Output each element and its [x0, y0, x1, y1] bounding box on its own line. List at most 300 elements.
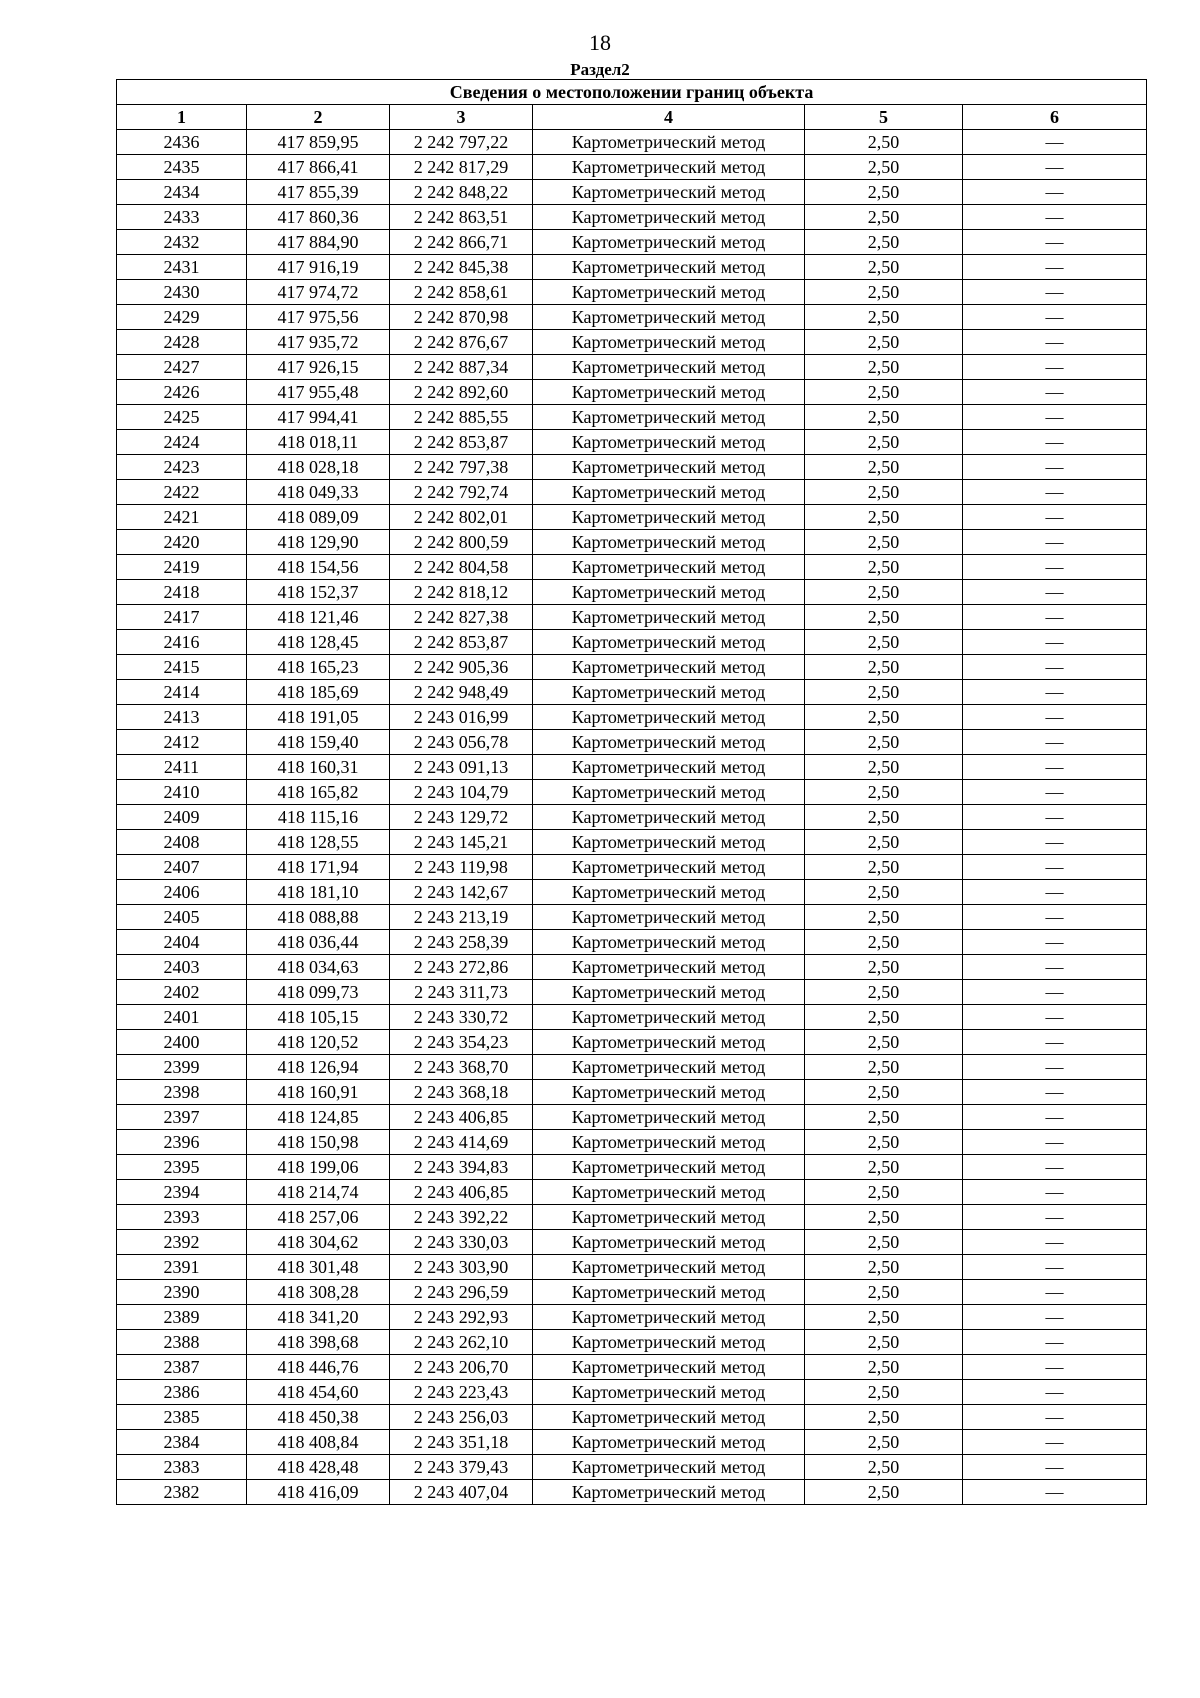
- accuracy-cell: 2,50: [805, 1455, 963, 1480]
- accuracy-cell: 2,50: [805, 455, 963, 480]
- description-cell: —: [963, 1155, 1147, 1180]
- description-cell: —: [963, 905, 1147, 930]
- method-cell: Картометрический метод: [533, 1030, 805, 1055]
- x-coordinate-cell: 418 128,55: [247, 830, 390, 855]
- point-number-cell: 2387: [117, 1355, 247, 1380]
- y-coordinate-cell: 2 242 885,55: [390, 405, 533, 430]
- description-cell: —: [963, 1055, 1147, 1080]
- method-cell: Картометрический метод: [533, 980, 805, 1005]
- y-coordinate-cell: 2 243 091,13: [390, 755, 533, 780]
- y-coordinate-cell: 2 242 800,59: [390, 530, 533, 555]
- accuracy-cell: 2,50: [805, 1105, 963, 1130]
- y-coordinate-cell: 2 242 818,12: [390, 580, 533, 605]
- table-row: [117, 405, 1147, 430]
- y-coordinate-cell: 2 243 256,03: [390, 1405, 533, 1430]
- table-caption-row: [117, 80, 1147, 105]
- method-cell: Картометрический метод: [533, 1105, 805, 1130]
- point-number-cell: 2395: [117, 1155, 247, 1180]
- x-coordinate-cell: 418 454,60: [247, 1380, 390, 1405]
- accuracy-cell: 2,50: [805, 305, 963, 330]
- table-row: [117, 1480, 1147, 1505]
- method-cell: Картометрический метод: [533, 1455, 805, 1480]
- point-number-cell: 2386: [117, 1380, 247, 1405]
- accuracy-cell: 2,50: [805, 880, 963, 905]
- y-coordinate-cell: 2 243 354,23: [390, 1030, 533, 1055]
- section-title: Раздел2: [570, 60, 630, 79]
- method-cell: Картометрический метод: [533, 680, 805, 705]
- accuracy-cell: 2,50: [805, 1430, 963, 1455]
- point-number-cell: 2399: [117, 1055, 247, 1080]
- table-row: [117, 905, 1147, 930]
- accuracy-cell: 2,50: [805, 505, 963, 530]
- description-cell: —: [963, 880, 1147, 905]
- description-cell: —: [963, 955, 1147, 980]
- y-coordinate-cell: 2 243 129,72: [390, 805, 533, 830]
- x-coordinate-cell: 417 859,95: [247, 130, 390, 155]
- method-cell: Картометрический метод: [533, 1480, 805, 1505]
- description-cell: —: [963, 405, 1147, 430]
- accuracy-cell: 2,50: [805, 830, 963, 855]
- method-cell: Картометрический метод: [533, 455, 805, 480]
- description-cell: —: [963, 730, 1147, 755]
- description-cell: —: [963, 1280, 1147, 1305]
- method-cell: Картометрический метод: [533, 905, 805, 930]
- table-row: [117, 1430, 1147, 1455]
- table-row: [117, 1005, 1147, 1030]
- description-cell: —: [963, 130, 1147, 155]
- accuracy-cell: 2,50: [805, 630, 963, 655]
- point-number-cell: 2408: [117, 830, 247, 855]
- x-coordinate-cell: 418 159,40: [247, 730, 390, 755]
- accuracy-cell: 2,50: [805, 855, 963, 880]
- point-number-cell: 2398: [117, 1080, 247, 1105]
- table-row: [117, 1130, 1147, 1155]
- point-number-cell: 2429: [117, 305, 247, 330]
- x-coordinate-cell: 418 034,63: [247, 955, 390, 980]
- y-coordinate-cell: 2 243 206,70: [390, 1355, 533, 1380]
- x-coordinate-cell: 417 975,56: [247, 305, 390, 330]
- y-coordinate-cell: 2 243 119,98: [390, 855, 533, 880]
- point-number-cell: 2432: [117, 230, 247, 255]
- accuracy-cell: 2,50: [805, 1230, 963, 1255]
- y-coordinate-cell: 2 243 414,69: [390, 1130, 533, 1155]
- point-number-cell: 2416: [117, 630, 247, 655]
- table-row: [117, 355, 1147, 380]
- description-cell: —: [963, 455, 1147, 480]
- column-header: 5: [805, 105, 963, 130]
- table-row: [117, 855, 1147, 880]
- accuracy-cell: 2,50: [805, 405, 963, 430]
- x-coordinate-cell: 417 916,19: [247, 255, 390, 280]
- method-cell: Картометрический метод: [533, 1005, 805, 1030]
- accuracy-cell: 2,50: [805, 905, 963, 930]
- description-cell: —: [963, 1455, 1147, 1480]
- y-coordinate-cell: 2 243 392,22: [390, 1205, 533, 1230]
- x-coordinate-cell: 418 301,48: [247, 1255, 390, 1280]
- x-coordinate-cell: 417 866,41: [247, 155, 390, 180]
- table-row: [117, 955, 1147, 980]
- description-cell: —: [963, 780, 1147, 805]
- point-number-cell: 2419: [117, 555, 247, 580]
- accuracy-cell: 2,50: [805, 980, 963, 1005]
- x-coordinate-cell: 417 855,39: [247, 180, 390, 205]
- method-cell: Картометрический метод: [533, 1355, 805, 1380]
- method-cell: Картометрический метод: [533, 705, 805, 730]
- method-cell: Картометрический метод: [533, 230, 805, 255]
- y-coordinate-cell: 2 243 406,85: [390, 1105, 533, 1130]
- method-cell: Картометрический метод: [533, 1180, 805, 1205]
- table-row: [117, 1280, 1147, 1305]
- x-coordinate-cell: 418 181,10: [247, 880, 390, 905]
- y-coordinate-cell: 2 243 145,21: [390, 830, 533, 855]
- point-number-cell: 2384: [117, 1430, 247, 1455]
- point-number-cell: 2421: [117, 505, 247, 530]
- description-cell: —: [963, 280, 1147, 305]
- y-coordinate-cell: 2 243 016,99: [390, 705, 533, 730]
- table-row: [117, 305, 1147, 330]
- point-number-cell: 2389: [117, 1305, 247, 1330]
- method-cell: Картометрический метод: [533, 355, 805, 380]
- x-coordinate-cell: 418 341,20: [247, 1305, 390, 1330]
- x-coordinate-cell: 418 089,09: [247, 505, 390, 530]
- method-cell: Картометрический метод: [533, 630, 805, 655]
- method-cell: Картометрический метод: [533, 555, 805, 580]
- description-cell: —: [963, 555, 1147, 580]
- x-coordinate-cell: 418 124,85: [247, 1105, 390, 1130]
- accuracy-cell: 2,50: [805, 680, 963, 705]
- description-cell: —: [963, 1205, 1147, 1230]
- description-cell: —: [963, 1255, 1147, 1280]
- description-cell: —: [963, 1230, 1147, 1255]
- accuracy-cell: 2,50: [805, 230, 963, 255]
- description-cell: —: [963, 855, 1147, 880]
- accuracy-cell: 2,50: [805, 180, 963, 205]
- table-row: [117, 230, 1147, 255]
- description-cell: —: [963, 530, 1147, 555]
- y-coordinate-cell: 2 243 104,79: [390, 780, 533, 805]
- accuracy-cell: 2,50: [805, 380, 963, 405]
- point-number-cell: 2425: [117, 405, 247, 430]
- accuracy-cell: 2,50: [805, 1155, 963, 1180]
- description-cell: —: [963, 830, 1147, 855]
- description-cell: —: [963, 180, 1147, 205]
- y-coordinate-cell: 2 243 379,43: [390, 1455, 533, 1480]
- y-coordinate-cell: 2 242 802,01: [390, 505, 533, 530]
- method-cell: Картометрический метод: [533, 205, 805, 230]
- table-row: [117, 180, 1147, 205]
- description-cell: —: [963, 1330, 1147, 1355]
- description-cell: —: [963, 805, 1147, 830]
- y-coordinate-cell: 2 243 296,59: [390, 1280, 533, 1305]
- y-coordinate-cell: 2 243 262,10: [390, 1330, 533, 1355]
- y-coordinate-cell: 2 243 292,93: [390, 1305, 533, 1330]
- x-coordinate-cell: 418 018,11: [247, 430, 390, 455]
- description-cell: —: [963, 930, 1147, 955]
- x-coordinate-cell: 418 126,94: [247, 1055, 390, 1080]
- point-number-cell: 2412: [117, 730, 247, 755]
- x-coordinate-cell: 418 088,88: [247, 905, 390, 930]
- y-coordinate-cell: 2 242 876,67: [390, 330, 533, 355]
- page-number: 18: [589, 30, 611, 55]
- method-cell: Картометрический метод: [533, 1055, 805, 1080]
- column-header: 2: [247, 105, 390, 130]
- x-coordinate-cell: 417 926,15: [247, 355, 390, 380]
- method-cell: Картометрический метод: [533, 655, 805, 680]
- method-cell: Картометрический метод: [533, 280, 805, 305]
- y-coordinate-cell: 2 242 797,22: [390, 130, 533, 155]
- x-coordinate-cell: 417 994,41: [247, 405, 390, 430]
- description-cell: —: [963, 680, 1147, 705]
- method-cell: Картометрический метод: [533, 1080, 805, 1105]
- x-coordinate-cell: 418 185,69: [247, 680, 390, 705]
- method-cell: Картометрический метод: [533, 1330, 805, 1355]
- point-number-cell: 2396: [117, 1130, 247, 1155]
- point-number-cell: 2406: [117, 880, 247, 905]
- description-cell: —: [963, 1480, 1147, 1505]
- description-cell: —: [963, 580, 1147, 605]
- x-coordinate-cell: 418 416,09: [247, 1480, 390, 1505]
- table-row: [117, 380, 1147, 405]
- point-number-cell: 2385: [117, 1405, 247, 1430]
- x-coordinate-cell: 418 049,33: [247, 480, 390, 505]
- accuracy-cell: 2,50: [805, 555, 963, 580]
- point-number-cell: 2414: [117, 680, 247, 705]
- point-number-cell: 2424: [117, 430, 247, 455]
- method-cell: Картометрический метод: [533, 1155, 805, 1180]
- x-coordinate-cell: 418 152,37: [247, 580, 390, 605]
- x-coordinate-cell: 418 398,68: [247, 1330, 390, 1355]
- x-coordinate-cell: 418 099,73: [247, 980, 390, 1005]
- table-row: [117, 205, 1147, 230]
- point-number-cell: 2415: [117, 655, 247, 680]
- point-number-cell: 2390: [117, 1280, 247, 1305]
- method-cell: Картометрический метод: [533, 855, 805, 880]
- table-row: [117, 330, 1147, 355]
- table-row: [117, 655, 1147, 680]
- table-row: [117, 1080, 1147, 1105]
- description-cell: —: [963, 380, 1147, 405]
- x-coordinate-cell: 418 115,16: [247, 805, 390, 830]
- y-coordinate-cell: 2 242 853,87: [390, 430, 533, 455]
- table-row: [117, 705, 1147, 730]
- method-cell: Картометрический метод: [533, 130, 805, 155]
- table-row: [117, 505, 1147, 530]
- method-cell: Картометрический метод: [533, 1305, 805, 1330]
- point-number-cell: 2433: [117, 205, 247, 230]
- method-cell: Картометрический метод: [533, 180, 805, 205]
- table-row: [117, 580, 1147, 605]
- description-cell: —: [963, 1405, 1147, 1430]
- table-row: [117, 730, 1147, 755]
- description-cell: —: [963, 155, 1147, 180]
- description-cell: —: [963, 1380, 1147, 1405]
- y-coordinate-cell: 2 242 817,29: [390, 155, 533, 180]
- point-number-cell: 2394: [117, 1180, 247, 1205]
- point-number-cell: 2404: [117, 930, 247, 955]
- table-row: [117, 1105, 1147, 1130]
- table-row: [117, 880, 1147, 905]
- y-coordinate-cell: 2 242 948,49: [390, 680, 533, 705]
- accuracy-cell: 2,50: [805, 1280, 963, 1305]
- y-coordinate-cell: 2 243 213,19: [390, 905, 533, 930]
- accuracy-cell: 2,50: [805, 280, 963, 305]
- method-cell: Картометрический метод: [533, 380, 805, 405]
- description-cell: —: [963, 705, 1147, 730]
- method-cell: Картометрический метод: [533, 730, 805, 755]
- method-cell: Картометрический метод: [533, 880, 805, 905]
- accuracy-cell: 2,50: [805, 1355, 963, 1380]
- description-cell: —: [963, 205, 1147, 230]
- table-row: [117, 280, 1147, 305]
- y-coordinate-cell: 2 243 394,83: [390, 1155, 533, 1180]
- y-coordinate-cell: 2 243 056,78: [390, 730, 533, 755]
- description-cell: —: [963, 1355, 1147, 1380]
- description-cell: —: [963, 1430, 1147, 1455]
- point-number-cell: 2413: [117, 705, 247, 730]
- x-coordinate-cell: 418 129,90: [247, 530, 390, 555]
- description-cell: —: [963, 630, 1147, 655]
- table-row: [117, 480, 1147, 505]
- method-cell: Картометрический метод: [533, 805, 805, 830]
- table-row: [117, 830, 1147, 855]
- description-cell: —: [963, 505, 1147, 530]
- y-coordinate-cell: 2 243 407,04: [390, 1480, 533, 1505]
- method-cell: Картометрический метод: [533, 480, 805, 505]
- accuracy-cell: 2,50: [805, 605, 963, 630]
- x-coordinate-cell: 418 154,56: [247, 555, 390, 580]
- method-cell: Картометрический метод: [533, 930, 805, 955]
- table-row: [117, 1330, 1147, 1355]
- description-cell: —: [963, 1080, 1147, 1105]
- y-coordinate-cell: 2 242 827,38: [390, 605, 533, 630]
- table-row: [117, 755, 1147, 780]
- accuracy-cell: 2,50: [805, 155, 963, 180]
- accuracy-cell: 2,50: [805, 955, 963, 980]
- accuracy-cell: 2,50: [805, 780, 963, 805]
- table-row: [117, 780, 1147, 805]
- y-coordinate-cell: 2 243 368,70: [390, 1055, 533, 1080]
- point-number-cell: 2430: [117, 280, 247, 305]
- table-row: [117, 430, 1147, 455]
- table-row: [117, 455, 1147, 480]
- x-coordinate-cell: 418 214,74: [247, 1180, 390, 1205]
- y-coordinate-cell: 2 242 870,98: [390, 305, 533, 330]
- y-coordinate-cell: 2 243 272,86: [390, 955, 533, 980]
- y-coordinate-cell: 2 243 406,85: [390, 1180, 533, 1205]
- table-row: [117, 805, 1147, 830]
- y-coordinate-cell: 2 243 368,18: [390, 1080, 533, 1105]
- accuracy-cell: 2,50: [805, 330, 963, 355]
- description-cell: —: [963, 1005, 1147, 1030]
- accuracy-cell: 2,50: [805, 480, 963, 505]
- method-cell: Картометрический метод: [533, 1205, 805, 1230]
- description-cell: —: [963, 605, 1147, 630]
- x-coordinate-cell: 418 191,05: [247, 705, 390, 730]
- point-number-cell: 2383: [117, 1455, 247, 1480]
- accuracy-cell: 2,50: [805, 1205, 963, 1230]
- method-cell: Картометрический метод: [533, 255, 805, 280]
- column-header: 3: [390, 105, 533, 130]
- x-coordinate-cell: 418 150,98: [247, 1130, 390, 1155]
- x-coordinate-cell: 418 165,23: [247, 655, 390, 680]
- x-coordinate-cell: 418 028,18: [247, 455, 390, 480]
- accuracy-cell: 2,50: [805, 1255, 963, 1280]
- x-coordinate-cell: 417 955,48: [247, 380, 390, 405]
- method-cell: Картометрический метод: [533, 430, 805, 455]
- y-coordinate-cell: 2 242 853,87: [390, 630, 533, 655]
- point-number-cell: 2426: [117, 380, 247, 405]
- table-row: [117, 1205, 1147, 1230]
- accuracy-cell: 2,50: [805, 355, 963, 380]
- method-cell: Картометрический метод: [533, 1380, 805, 1405]
- y-coordinate-cell: 2 242 792,74: [390, 480, 533, 505]
- accuracy-cell: 2,50: [805, 1380, 963, 1405]
- table-row: [117, 130, 1147, 155]
- accuracy-cell: 2,50: [805, 655, 963, 680]
- description-cell: —: [963, 330, 1147, 355]
- accuracy-cell: 2,50: [805, 705, 963, 730]
- table-row: [117, 530, 1147, 555]
- point-number-cell: 2407: [117, 855, 247, 880]
- method-cell: Картометрический метод: [533, 755, 805, 780]
- description-cell: —: [963, 255, 1147, 280]
- description-cell: —: [963, 1030, 1147, 1055]
- method-cell: Картометрический метод: [533, 305, 805, 330]
- description-cell: —: [963, 430, 1147, 455]
- accuracy-cell: 2,50: [805, 930, 963, 955]
- point-number-cell: 2401: [117, 1005, 247, 1030]
- point-number-cell: 2420: [117, 530, 247, 555]
- point-number-cell: 2428: [117, 330, 247, 355]
- y-coordinate-cell: 2 242 887,34: [390, 355, 533, 380]
- method-cell: Картометрический метод: [533, 1230, 805, 1255]
- point-number-cell: 2402: [117, 980, 247, 1005]
- table-row: [117, 1155, 1147, 1180]
- accuracy-cell: 2,50: [805, 755, 963, 780]
- x-coordinate-cell: 418 036,44: [247, 930, 390, 955]
- y-coordinate-cell: 2 243 142,67: [390, 880, 533, 905]
- x-coordinate-cell: 418 199,06: [247, 1155, 390, 1180]
- x-coordinate-cell: 418 257,06: [247, 1205, 390, 1230]
- accuracy-cell: 2,50: [805, 430, 963, 455]
- description-cell: —: [963, 230, 1147, 255]
- description-cell: —: [963, 355, 1147, 380]
- table-row: [117, 1030, 1147, 1055]
- y-coordinate-cell: 2 242 858,61: [390, 280, 533, 305]
- description-cell: —: [963, 755, 1147, 780]
- table-row: [117, 630, 1147, 655]
- point-number-cell: 2422: [117, 480, 247, 505]
- point-number-cell: 2427: [117, 355, 247, 380]
- accuracy-cell: 2,50: [805, 730, 963, 755]
- y-coordinate-cell: 2 243 311,73: [390, 980, 533, 1005]
- point-number-cell: 2436: [117, 130, 247, 155]
- x-coordinate-cell: 418 120,52: [247, 1030, 390, 1055]
- y-coordinate-cell: 2 242 866,71: [390, 230, 533, 255]
- table-body: [117, 130, 1147, 1505]
- y-coordinate-cell: 2 243 258,39: [390, 930, 533, 955]
- point-number-cell: 2409: [117, 805, 247, 830]
- table-row: [117, 1255, 1147, 1280]
- table-row: [117, 1355, 1147, 1380]
- table-caption: Сведения о местоположении границ объекта: [117, 80, 1147, 105]
- method-cell: Картометрический метод: [533, 1280, 805, 1305]
- table-row: [117, 1230, 1147, 1255]
- method-cell: Картометрический метод: [533, 955, 805, 980]
- y-coordinate-cell: 2 242 848,22: [390, 180, 533, 205]
- point-number-cell: 2410: [117, 780, 247, 805]
- accuracy-cell: 2,50: [805, 1305, 963, 1330]
